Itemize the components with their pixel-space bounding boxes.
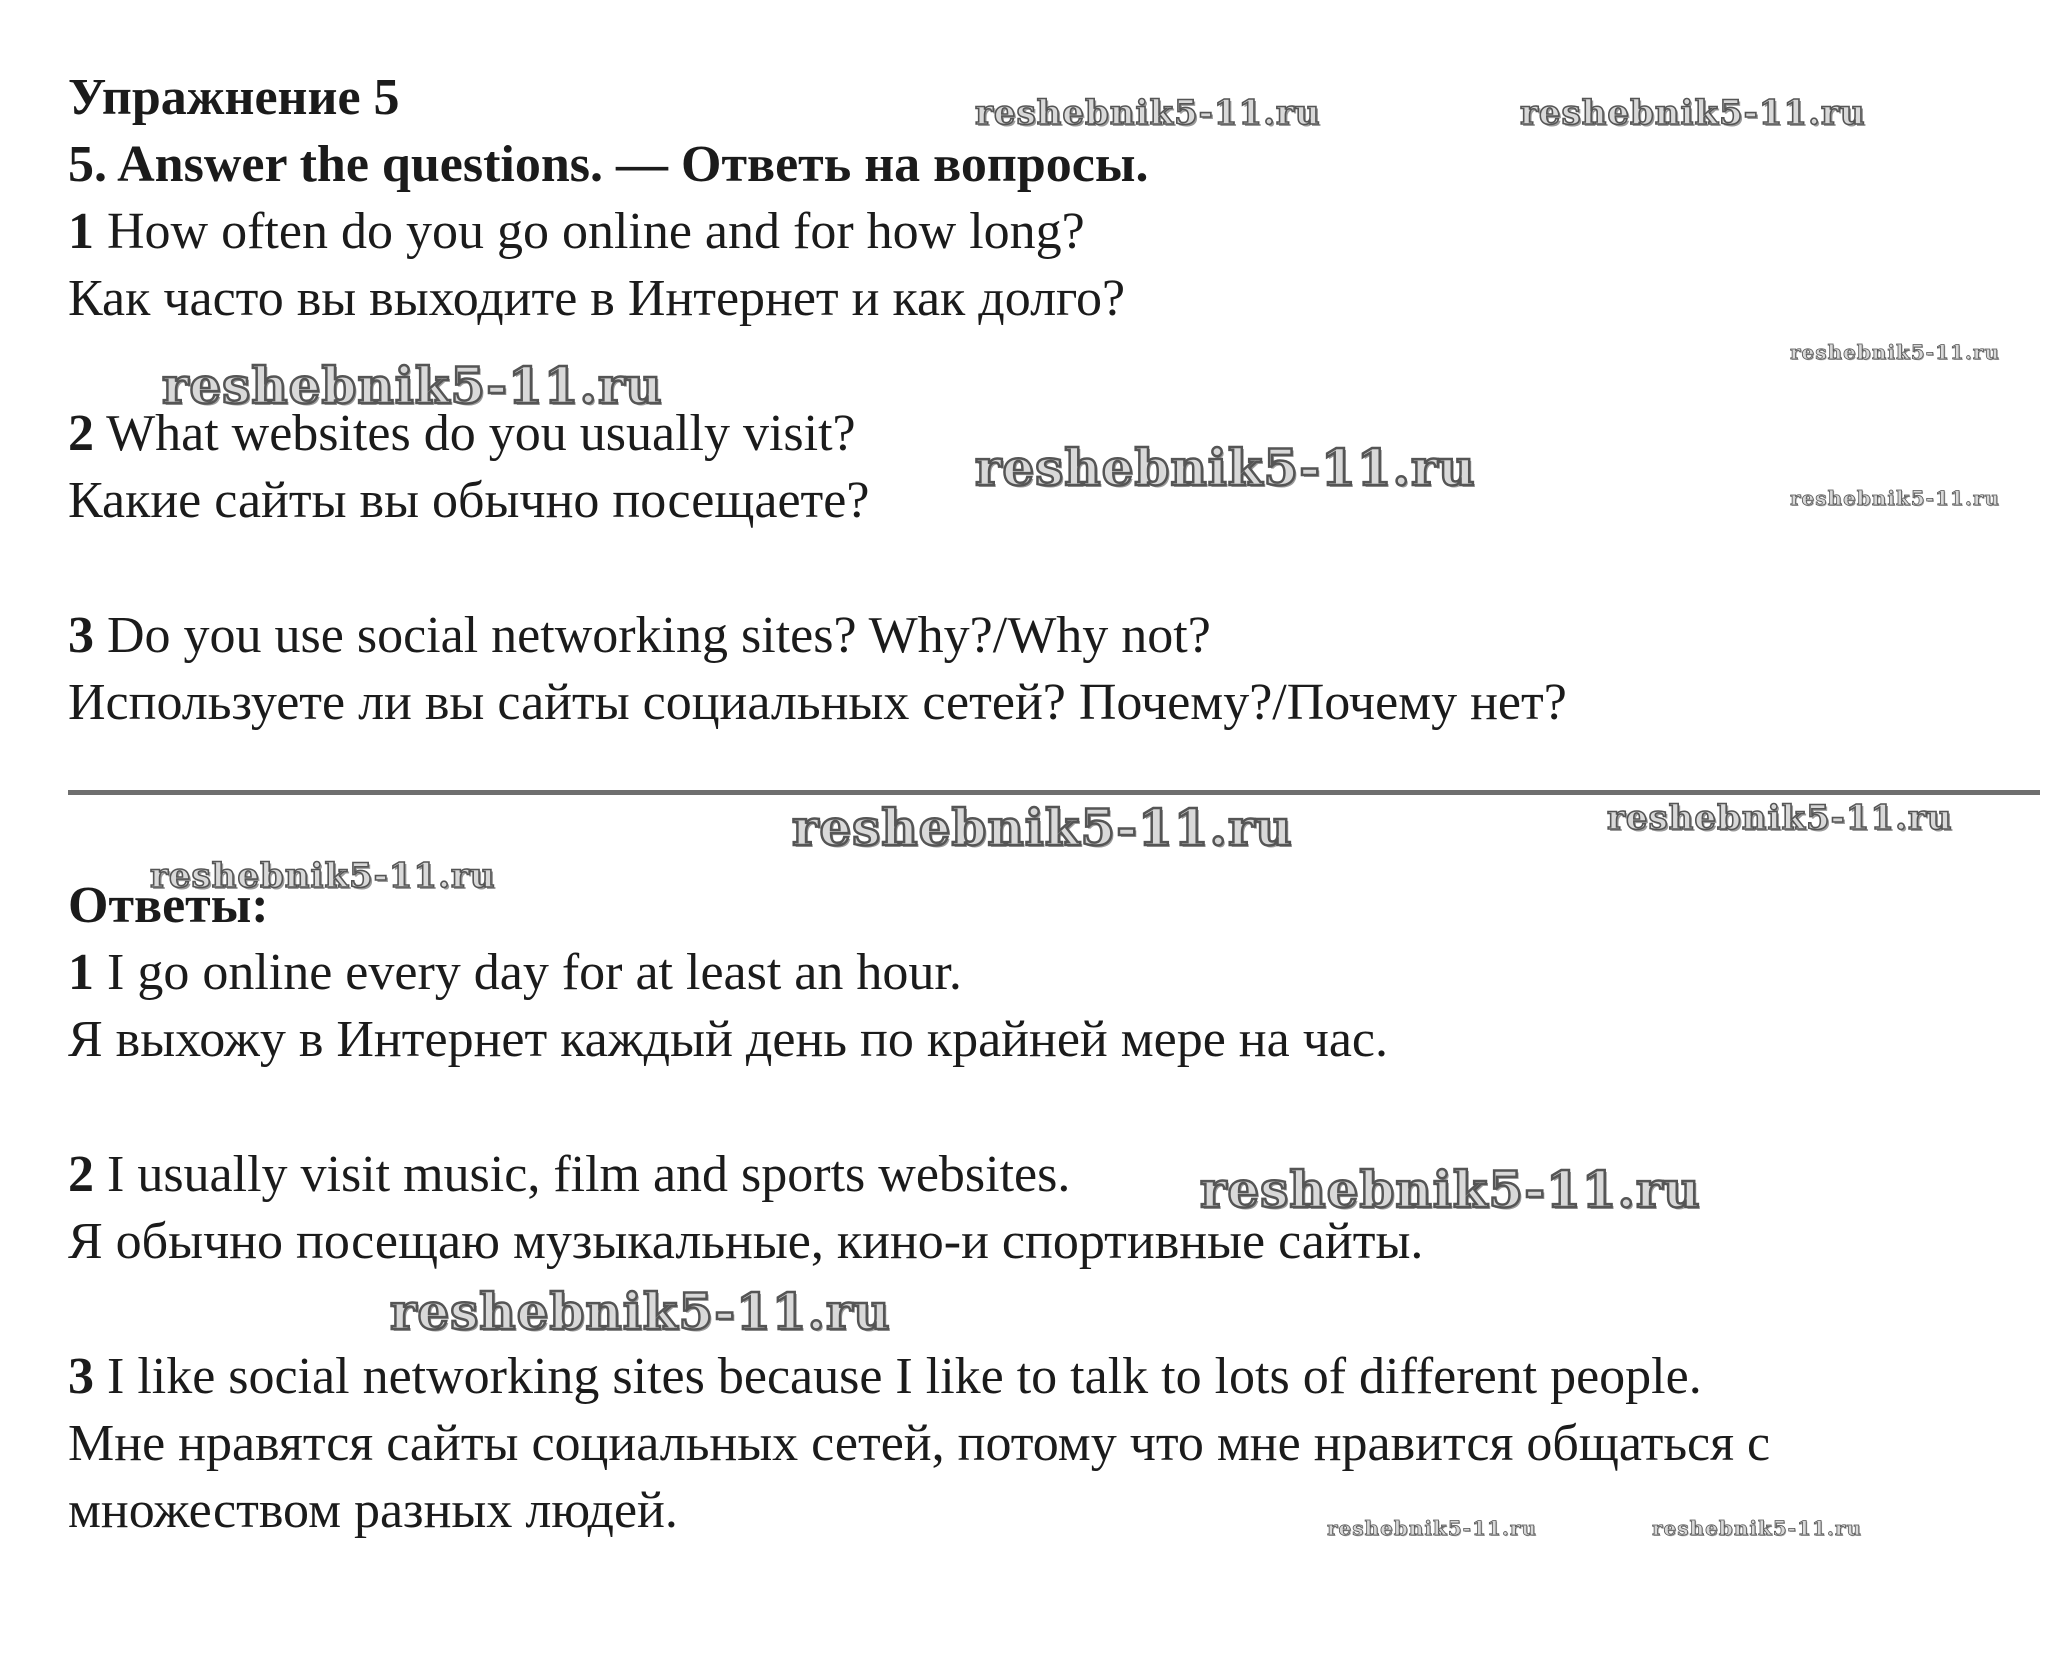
answer-text: I go online every day for at least an hour. <box>107 944 962 1001</box>
watermark: reshebnik5-11.ru <box>1652 1516 1862 1540</box>
watermark: reshebnik5-11.ru <box>390 1282 891 1341</box>
question-3-en <box>68 606 1211 666</box>
watermark: reshebnik5-11.ru <box>162 356 663 415</box>
watermark: reshebnik5-11.ru <box>1327 1516 1537 1540</box>
watermark: reshebnik5-11.ru <box>1607 798 1953 838</box>
question-text: Do you use social networking sites? Why?/Why not? <box>107 607 1211 664</box>
question-1-ru: Как часто вы выходите в Интернет и как долго? <box>68 270 1126 327</box>
answer-text: I usually visit music, film and sports websites. <box>107 1146 1071 1203</box>
watermark: reshebnik5-11.ru <box>792 798 1293 857</box>
exercise-title: Упражнение 5 <box>68 69 400 126</box>
question-3-ru: Используете ли вы сайты социальных сетей? Почему?/Почему нет? <box>68 674 1567 731</box>
answer-3-en <box>68 1347 1702 1407</box>
answers-heading: Ответы: <box>68 877 269 934</box>
answer-number: 2 <box>68 1146 94 1203</box>
watermark: reshebnik5-11.ru <box>975 438 1476 497</box>
watermark: reshebnik5-11.ru <box>1790 486 2000 510</box>
answer-3-ru-continued: множеством разных людей. <box>68 1482 678 1539</box>
question-text: How often do you go online and for how long? <box>107 203 1085 260</box>
section-divider <box>68 790 2040 795</box>
watermark: reshebnik5-11.ru <box>1200 1160 1701 1219</box>
watermark: reshebnik5-11.ru <box>1520 93 1866 133</box>
answer-number: 3 <box>68 1348 94 1405</box>
answer-1-ru: Я выхожу в Интернет каждый день по крайней мере на час. <box>68 1011 1389 1068</box>
watermark: reshebnik5-11.ru <box>150 856 496 896</box>
question-number: 2 <box>68 405 94 462</box>
answer-number: 1 <box>68 944 94 1001</box>
answer-2-ru: Я обычно посещаю музыкальные, кино-и спортивные сайты. <box>68 1213 1424 1270</box>
task-heading: 5. Answer the questions. — Ответь на вопросы. <box>68 136 1149 193</box>
question-2-ru: Какие сайты вы обычно посещаете? <box>68 472 870 529</box>
question-number: 1 <box>68 203 94 260</box>
answer-3-ru: Мне нравятся сайты социальных сетей, потому что мне нравится общаться с <box>68 1415 1771 1472</box>
answer-1-en <box>68 943 962 1003</box>
answer-text: I like social networking sites because I like to talk to lots of different people. <box>107 1348 1702 1405</box>
watermark: reshebnik5-11.ru <box>1790 340 2000 364</box>
watermark: reshebnik5-11.ru <box>975 93 1321 133</box>
question-text: What websites do you usually visit? <box>106 405 856 462</box>
question-number: 3 <box>68 607 94 664</box>
answer-2-en <box>68 1145 1070 1205</box>
question-1-en <box>68 202 1085 262</box>
